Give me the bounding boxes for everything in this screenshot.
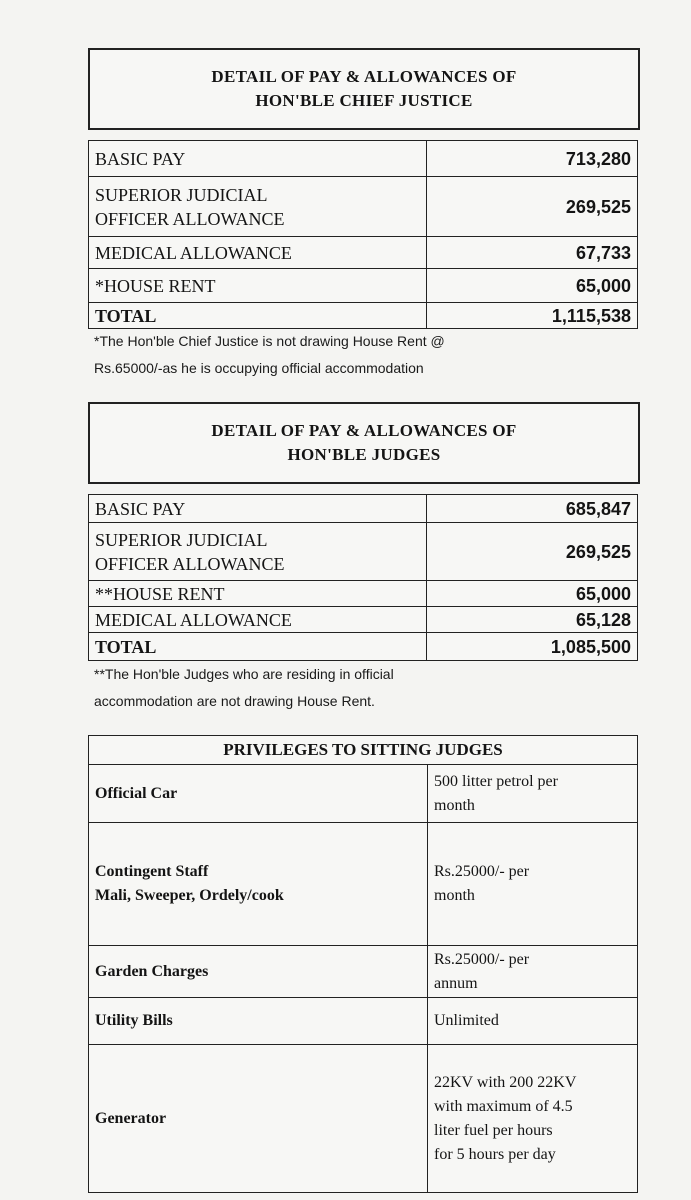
- footnote-line2: accommodation are not drawing House Rent.: [94, 693, 375, 709]
- judges-title-line1: DETAIL OF PAY & ALLOWANCES OF: [211, 421, 517, 440]
- detail-line3: liter fuel per hours: [434, 1121, 553, 1139]
- total-label: TOTAL: [89, 303, 427, 329]
- total-value: 1,115,538: [427, 303, 638, 329]
- table-row: [89, 1045, 638, 1193]
- table-row: [89, 237, 638, 269]
- table-row: [89, 607, 638, 633]
- chief-justice-title-line1: DETAIL OF PAY & ALLOWANCES OF: [211, 67, 517, 86]
- table-row: [89, 495, 638, 523]
- detail-line1: Rs.25000/- per: [434, 863, 530, 880]
- table-row: [89, 823, 638, 946]
- row-label-line2: OFFICER ALLOWANCE: [95, 553, 285, 574]
- chief-justice-footnote: [94, 328, 614, 382]
- table-row: [89, 581, 638, 607]
- item-line2: Mali, Sweeper, Ordely/cook: [95, 887, 284, 904]
- judges-pay-table: [88, 494, 638, 661]
- table-row: [89, 269, 638, 303]
- detail-line1: Rs.25000/- per: [434, 950, 530, 968]
- detail-line1: 22KV with 200 22KV: [434, 1073, 577, 1091]
- table-row: [89, 523, 638, 581]
- item-line1: Contingent Staff: [95, 863, 209, 880]
- privilege-detail: [428, 1045, 638, 1193]
- row-label: [89, 523, 427, 581]
- row-label: **HOUSE RENT: [89, 581, 427, 607]
- privileges-table: [88, 735, 638, 1193]
- total-value: 1,085,500: [427, 633, 638, 661]
- row-value: 269,525: [427, 177, 638, 237]
- footnote-line1: **The Hon'ble Judges who are residing in official: [94, 666, 394, 682]
- row-label-line1: SUPERIOR JUDICIAL: [95, 184, 268, 205]
- detail-line2: month: [434, 887, 475, 904]
- privileges-title: PRIVILEGES TO SITTING JUDGES: [89, 736, 638, 765]
- privilege-item: Garden Charges: [89, 946, 428, 998]
- detail-line2: with maximum of 4.5: [434, 1097, 573, 1115]
- privilege-detail: [428, 765, 638, 823]
- row-value: 65,000: [427, 269, 638, 303]
- row-label: BASIC PAY: [89, 495, 427, 523]
- chief-justice-title-box: [88, 48, 640, 130]
- judges-title-line2: HON'BLE JUDGES: [287, 445, 441, 464]
- judges-title-box: [88, 402, 640, 484]
- row-label: *HOUSE RENT: [89, 269, 427, 303]
- footnote-line1: *The Hon'ble Chief Justice is not drawing House Rent @: [94, 333, 445, 349]
- detail-line2: month: [434, 796, 475, 814]
- row-label: MEDICAL ALLOWANCE: [89, 607, 427, 633]
- privilege-item: Utility Bills: [89, 998, 428, 1045]
- table-row: [89, 141, 638, 177]
- privilege-detail: Unlimited: [428, 998, 638, 1045]
- row-value: 685,847: [427, 495, 638, 523]
- privilege-detail: [428, 946, 638, 998]
- row-value: 269,525: [427, 523, 638, 581]
- table-row: [89, 177, 638, 237]
- table-row: [89, 998, 638, 1045]
- total-label: TOTAL: [89, 633, 427, 661]
- privilege-item: Official Car: [89, 765, 428, 823]
- row-value: 713,280: [427, 141, 638, 177]
- chief-justice-title-line2: HON'BLE CHIEF JUSTICE: [255, 91, 473, 110]
- row-value: 65,128: [427, 607, 638, 633]
- row-label-line1: SUPERIOR JUDICIAL: [95, 529, 268, 550]
- judges-footnote: [94, 661, 614, 715]
- table-header-row: [89, 736, 638, 765]
- row-value: 65,000: [427, 581, 638, 607]
- total-row: [89, 303, 638, 329]
- detail-line4: for 5 hours per day: [434, 1145, 556, 1163]
- privilege-item: Generator: [89, 1045, 428, 1193]
- chief-justice-pay-table: [88, 140, 638, 329]
- row-label-line2: OFFICER ALLOWANCE: [95, 208, 285, 229]
- row-label: [89, 177, 427, 237]
- row-value: 67,733: [427, 237, 638, 269]
- privilege-item: [89, 823, 428, 946]
- row-label: BASIC PAY: [89, 141, 427, 177]
- table-row: [89, 946, 638, 998]
- row-label: MEDICAL ALLOWANCE: [89, 237, 427, 269]
- table-row: [89, 765, 638, 823]
- detail-line1: 500 litter petrol per: [434, 772, 558, 790]
- detail-line2: annum: [434, 974, 478, 992]
- privilege-detail: [428, 823, 638, 946]
- total-row: [89, 633, 638, 661]
- footnote-line2: Rs.65000/-as he is occupying official accommodation: [94, 360, 424, 376]
